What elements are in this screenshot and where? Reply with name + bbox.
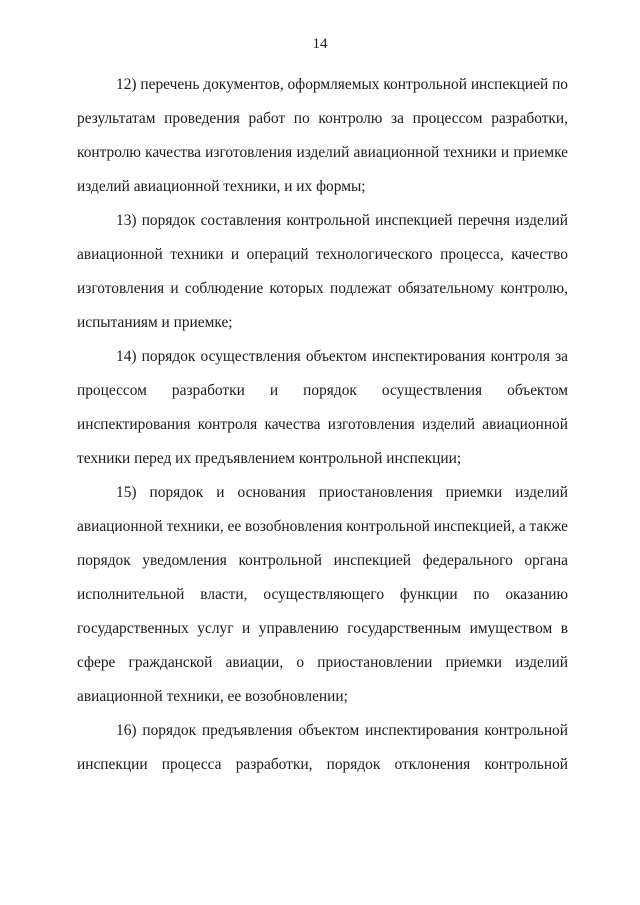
text-line: 14) порядок осуществления объектом инспектирования контроля за [116, 348, 568, 365]
text-line: сфере гражданской авиации, о приостановлении приемки изделий [77, 654, 568, 671]
text-line: процессом разработки и порядок осуществления объектом [77, 382, 568, 399]
text-line: 16) порядок предъявления объектом инспектирования контрольной [116, 722, 568, 739]
paragraph-item-13 [77, 204, 568, 340]
text-line: авиационной техники, ее возобновлении; [77, 688, 348, 705]
document-body [77, 68, 568, 782]
text-line: 15) порядок и основания приостановления приемки изделий [116, 484, 568, 501]
text-line: авиационной техники, ее возобновления контрольной инспекцией, а также [77, 518, 568, 535]
paragraph-item-16 [77, 714, 568, 782]
text-line: порядок уведомления контрольной инспекцией федерального органа [77, 552, 568, 569]
text-line: результатам проведения работ по контролю за процессом разработки, [77, 110, 568, 127]
text-line: 13) порядок составления контрольной инспекцией перечня изделий [116, 212, 568, 229]
text-line: инспектирования контроля качества изготовления изделий авиационной [77, 416, 568, 433]
text-line: техники перед их предъявлением контрольной инспекции; [77, 450, 462, 467]
text-line: государственных услуг и управлению государственным имуществом в [77, 620, 568, 637]
paragraph-item-15 [77, 476, 568, 714]
text-line: исполнительной власти, осуществляющего функции по оказанию [77, 586, 568, 603]
text-line: изготовления и соблюдение которых подлежат обязательному контролю, [77, 280, 568, 297]
paragraph-item-14 [77, 340, 568, 476]
paragraph-item-12 [77, 68, 568, 204]
page-number: 14 [312, 36, 328, 52]
text-line: инспекции процесса разработки, порядок отклонения контрольной [77, 756, 568, 773]
text-line: контролю качества изготовления изделий авиационной техники и приемке [77, 144, 568, 161]
text-line: 12) перечень документов, оформляемых контрольной инспекцией по [116, 76, 568, 93]
text-line: испытаниям и приемке; [77, 314, 233, 331]
text-line: изделий авиационной техники, и их формы; [77, 178, 366, 195]
text-line: авиационной техники и операций технологического процесса, качество [77, 246, 568, 263]
